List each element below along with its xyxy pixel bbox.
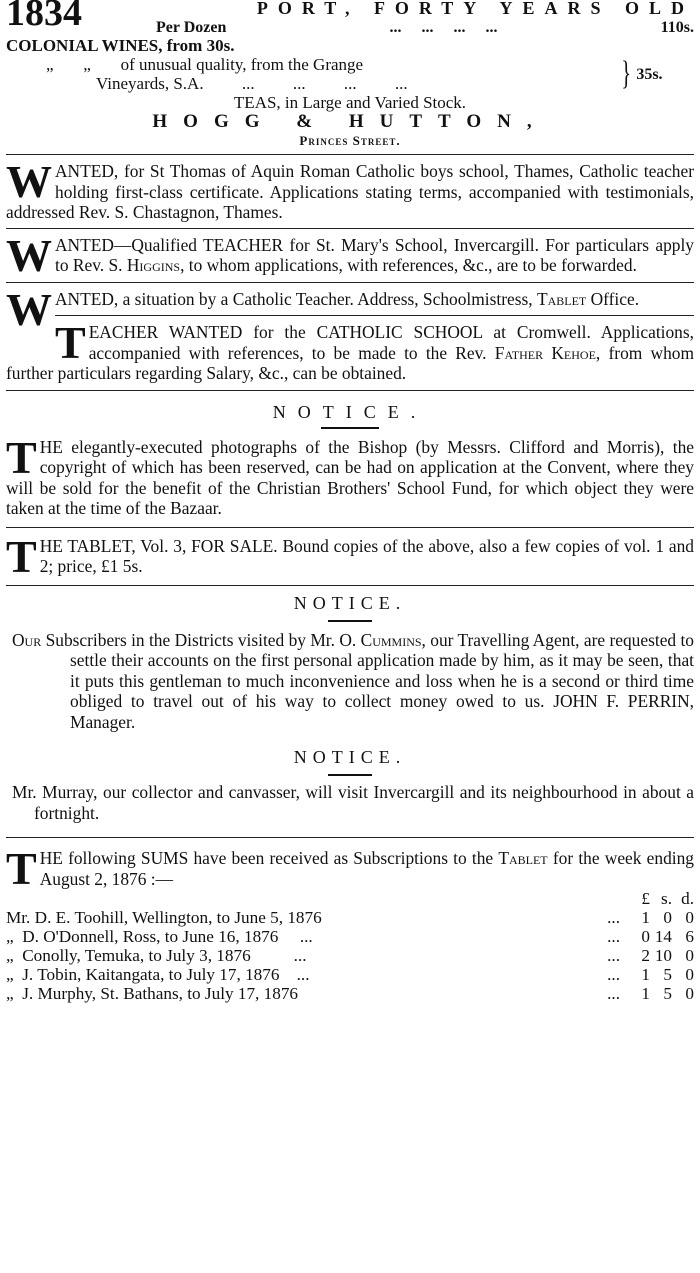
table-header <box>6 889 694 908</box>
notice-title: NOTICE. <box>272 401 428 422</box>
divider <box>6 282 694 283</box>
table-row: „ J. Murphy, St. Bathans, to July 17, 1876 ... 1 5 0 <box>6 984 694 1003</box>
notice-collector <box>6 746 694 823</box>
ad-text: ANTED, a situation by a Catholic Teacher. Address, Schoolmistress, <box>55 288 533 309</box>
drop-cap: T <box>55 317 86 368</box>
ad-port-heading: PORT, FORTY YEARS OLD <box>256 0 694 18</box>
drop-cap: T <box>6 843 37 894</box>
header-shillings: s. <box>661 889 672 908</box>
notice-lead: Our <box>12 629 42 650</box>
notice-photographs <box>6 401 694 519</box>
notice-title: NOTICE. <box>293 747 407 767</box>
notice-text: Mr. Murray, our collector and canvasser, will visit Invercargill and its neighbourhood in about a fortnight. <box>12 782 694 823</box>
teas-line: TEAS, in Large and Varied Stock. <box>233 93 467 112</box>
ad-hogg-hutton <box>6 0 694 150</box>
notice-text: HE elegantly-executed photographs of the Bishop (by Messrs. Clifford and Morris), the copyright of which has been reserved, can be had on application at the Convent, where they will be sold for the benefit of the Christian Brothers' School Fund, for which object they were taken at the time of the Bazaar. <box>6 436 694 518</box>
ad-text: HE TABLET, Vol. 3, FOR SALE. Bound copies of the above, also a few copies of vol. 1 and 2; price, £1 5s. <box>39 535 694 576</box>
header-pounds: £ <box>641 889 650 908</box>
subscriptions-table <box>6 889 694 1003</box>
drop-cap: W <box>6 283 52 335</box>
drop-cap: T <box>6 530 37 582</box>
sums-text-2: for the week ending August 2, 1876 :— <box>39 848 694 889</box>
subscriptions-received <box>6 843 694 1003</box>
ad-name: Father Kehoe <box>494 342 596 363</box>
table-row: Mr. D. E. Toohill, Wellington, to June 5, 1876 ... 1 0 0 <box>6 908 694 927</box>
firm-street: Princes Street. <box>299 133 401 148</box>
divider <box>6 527 694 528</box>
grange-price: 35s. <box>636 65 663 83</box>
short-rule <box>328 620 372 622</box>
brace-glyph: } <box>621 55 632 92</box>
ad-text-2: , to whom applications, with references, &c., are to be forwarded. <box>180 255 637 275</box>
notice-text: Subscribers in the Districts visited by Mr. O. <box>41 629 357 650</box>
divider <box>6 390 694 391</box>
firm-name: HOGG & HUTTON, <box>152 111 548 132</box>
divider <box>55 315 694 316</box>
ad-text-2: , from whom further particulars regarding Salary, &c., can be obtained. <box>6 342 694 383</box>
header-pence: d. <box>681 889 694 908</box>
drop-cap: W <box>6 156 52 207</box>
sums-name: Tablet <box>498 848 548 868</box>
table-row: „ D. O'Donnell, Ross, to June 16, 1876 ... ... 0 14 6 <box>6 927 694 946</box>
notice-subscribers <box>6 592 694 733</box>
drop-cap: T <box>6 431 37 483</box>
table-row: „ Conolly, Temuka, to July 3, 1876 ... ... 2 10 0 <box>6 946 694 965</box>
per-dozen-dots: ... ... ... ... <box>389 19 498 36</box>
drop-cap: W <box>6 229 52 281</box>
divider <box>6 585 694 586</box>
notice-body <box>6 630 694 733</box>
notice-name: Cummins <box>360 629 422 650</box>
divider <box>6 154 694 155</box>
divider <box>6 228 694 229</box>
ad-text: EACHER WANTED for the CATHOLIC SCHOOL at Cromwell. Applications, accompanied with references, to be made to the Rev. <box>88 322 694 363</box>
ad-text: ANTED, for St Thomas of Aquin Roman Catholic boys school, Thames, Catholic teacher holding first-class certificate. Applications stating terms, accompanied with testimonials, addressed Rev. S. Chastagnon, Thames. <box>6 161 694 222</box>
notice-body <box>6 431 694 519</box>
unusual-quality-line: „ „ of unusual quality, from the Grange <box>46 55 364 74</box>
ad-wanted-st-marys <box>6 229 694 281</box>
per-dozen-price: 110s. <box>660 19 694 36</box>
ad-wanted-aquin <box>6 156 694 223</box>
per-dozen-label: Per Dozen <box>156 19 227 36</box>
ad-year: 1834 <box>6 0 82 34</box>
sums-text: HE following SUMS have been received as Subscriptions to the <box>39 848 494 868</box>
ad-name: Tablet <box>536 288 587 309</box>
divider <box>6 837 694 838</box>
vineyards-line: Vineyards, S.A. ... ... ... ... <box>96 74 408 93</box>
ad-wanted-situation <box>6 283 694 335</box>
short-rule <box>328 774 372 776</box>
short-rule <box>321 427 379 429</box>
colonial-wines: COLONIAL WINES, from 30s. <box>6 36 235 55</box>
sums-intro <box>6 843 694 894</box>
ad-teacher-cromwell <box>6 317 694 384</box>
table-row: „ J. Tobin, Kaitangata, to July 17, 1876 ... ... 1 5 0 <box>6 965 694 984</box>
notice-title: NOTICE. <box>293 592 407 613</box>
notice-text-2: , our Travelling Agent, are requested to settle their accounts on the first personal application made by him, as it may be seen, that it puts this gentleman to much inconvenience and loss when he is a second or third time obliged to travel out of his way to collect money owed to us. JOHN F. PERRIN, Manager. <box>70 629 694 732</box>
ad-name: Higgins <box>126 255 181 275</box>
ad-text: ANTED—Qualified TEACHER for St. Mary's School, Invercargill. For particulars apply to Rev. S. <box>55 234 694 275</box>
ad-text-2: Office. <box>586 288 640 309</box>
ad-tablet-for-sale <box>6 530 694 582</box>
